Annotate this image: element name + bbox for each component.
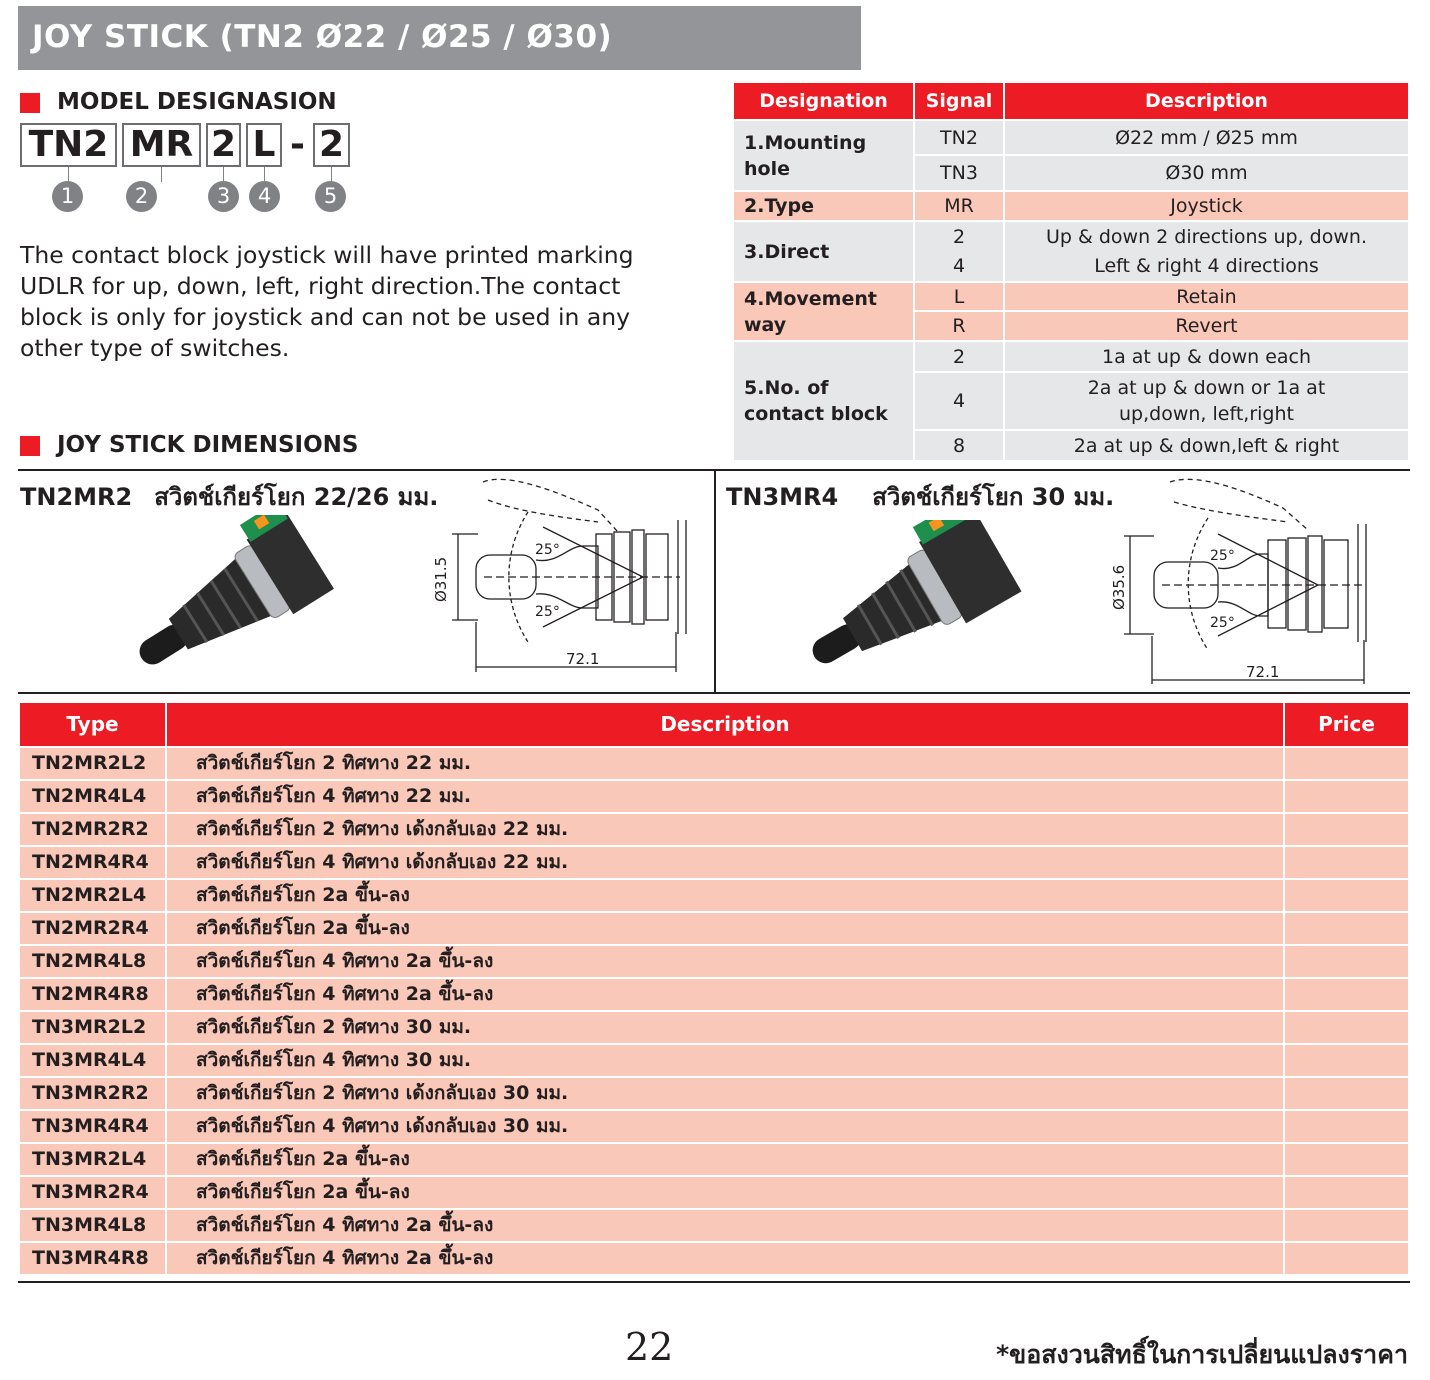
cell-separator (165, 1111, 167, 1142)
description-cell: สวิตช์เกียร์โยก 2a ขึ้น-ลง (196, 884, 410, 906)
table-row (20, 847, 1408, 878)
number-badge: 1 (52, 181, 83, 212)
signal-cell: 4 (915, 251, 1003, 281)
diameter-label: Ø31.5 (432, 556, 450, 602)
type-cell: TN2MR2L4 (32, 884, 147, 906)
desc-cell: Retain (1005, 283, 1408, 310)
signal-cell: 4 (915, 373, 1003, 429)
signal-cell: 8 (915, 431, 1003, 460)
cell-separator (165, 1243, 167, 1274)
cell-separator (1283, 1111, 1285, 1142)
length-label: 72.1 (566, 650, 600, 668)
type-cell: TN2MR4L4 (32, 785, 147, 807)
product-name: สวิตช์เกียร์โยก 22/26 มม. (154, 483, 439, 511)
product-code: TN2MR2 (20, 483, 133, 511)
designation-label: 1.Mounting hole (734, 121, 913, 190)
type-cell: TN2MR2R2 (32, 818, 149, 840)
dimension-drawing-icon (1108, 472, 1398, 686)
connector-line (68, 167, 69, 182)
description-cell: สวิตช์เกียร์โยก 2a ขึ้น-ลง (196, 917, 410, 939)
desc-cell: Revert (1005, 312, 1408, 340)
cell-separator (165, 946, 167, 977)
table-row (20, 1177, 1408, 1208)
joystick-photo-icon (100, 515, 350, 685)
type-cell: TN3MR2R4 (32, 1181, 149, 1203)
description-cell: สวิตช์เกียร์โยก 4 ทิศทาง เด้งกลับเอง 30 มม. (196, 1115, 569, 1137)
cell-separator (165, 1177, 167, 1208)
product-title-tn3mr4 (726, 477, 1114, 516)
signal-cell: L (915, 283, 1003, 310)
cell-separator (165, 1210, 167, 1241)
cell-separator (1283, 1144, 1285, 1175)
table-row (20, 979, 1408, 1010)
cell-separator (165, 979, 167, 1010)
diameter-label: Ø35.6 (1110, 564, 1128, 610)
type-cell: TN3MR4L8 (32, 1214, 147, 1236)
type-cell: TN3MR4R8 (32, 1247, 149, 1269)
description-cell: สวิตช์เกียร์โยก 2 ทิศทาง 22 มม. (196, 752, 472, 774)
product-name: สวิตช์เกียร์โยก 30 มม. (872, 483, 1115, 511)
code-dash: - (290, 124, 305, 165)
desc-cell: 2a at up & down or 1a at up,down, left,right (1005, 373, 1408, 429)
cell-separator (1283, 1177, 1285, 1208)
cell-separator (165, 1045, 167, 1076)
section-heading-text: JOY STICK DIMENSIONS (57, 432, 359, 458)
description-cell: สวิตช์เกียร์โยก 4 ทิศทาง 30 มม. (196, 1049, 472, 1071)
designation-label: 3.Direct (734, 222, 913, 281)
table-row (20, 880, 1408, 911)
cell-separator (1283, 880, 1285, 911)
table-row (20, 1243, 1408, 1274)
cell-separator (165, 880, 167, 911)
table-row (20, 748, 1408, 779)
table-row (20, 781, 1408, 812)
angle-label: 25° (535, 542, 560, 558)
table-row (20, 1111, 1408, 1142)
table-row (20, 1045, 1408, 1076)
description-cell: สวิตช์เกียร์โยก 2 ทิศทาง เด้งกลับเอง 30 มม. (196, 1082, 569, 1104)
table-row (20, 946, 1408, 977)
cell-separator (1283, 1012, 1285, 1043)
table-row (20, 1210, 1408, 1241)
cell-separator (165, 1144, 167, 1175)
desc-cell: Ø22 mm / Ø25 mm (1005, 121, 1408, 154)
code-part-mounting: TN2 (20, 123, 117, 167)
type-cell: TN3MR2L4 (32, 1148, 147, 1170)
desc-cell: Up & down 2 directions up, down. (1005, 222, 1408, 251)
dimension-drawing-icon (418, 472, 708, 676)
designation-label: 5.No. of contact block (734, 342, 913, 460)
description-cell: สวิตช์เกียร์โยก 4 ทิศทาง เด้งกลับเอง 22 มม. (196, 851, 569, 873)
description-cell: สวิตช์เกียร์โยก 2 ทิศทาง 30 มม. (196, 1016, 472, 1038)
table-row (20, 913, 1408, 944)
cell-separator (1283, 1045, 1285, 1076)
signal-cell: TN2 (915, 121, 1003, 154)
cell-separator (165, 814, 167, 845)
product-code: TN3MR4 (726, 483, 839, 511)
cell-separator (1283, 913, 1285, 944)
desc-cell: Left & right 4 directions (1005, 251, 1408, 281)
code-part-direct: 2 (206, 123, 241, 167)
type-cell: TN2MR2L2 (32, 752, 147, 774)
number-badge: 4 (249, 181, 280, 212)
cell-separator (165, 847, 167, 878)
designation-label: 4.Movement way (734, 283, 913, 340)
description-cell: สวิตช์เกียร์โยก 4 ทิศทาง 22 มม. (196, 785, 472, 807)
table-row (20, 1078, 1408, 1109)
cell-separator (1283, 847, 1285, 878)
designation-label: 2.Type (734, 192, 913, 220)
number-badge: 3 (208, 181, 239, 212)
header-description: Description (167, 703, 1283, 746)
signal-cell: 2 (915, 222, 1003, 251)
length-label: 72.1 (1246, 663, 1280, 681)
signal-cell: TN3 (915, 156, 1003, 190)
table-row (20, 1144, 1408, 1175)
number-badge: 2 (126, 181, 157, 212)
type-cell: TN2MR4R4 (32, 851, 149, 873)
cell-separator (165, 1078, 167, 1109)
type-cell: TN3MR2R2 (32, 1082, 149, 1104)
red-square-icon (20, 436, 40, 456)
type-cell: TN3MR2L2 (32, 1016, 147, 1038)
angle-label: 25° (1210, 548, 1235, 564)
type-cell: TN3MR4L4 (32, 1049, 147, 1071)
header-type: Type (20, 703, 165, 746)
type-cell: TN3MR4R4 (32, 1115, 149, 1137)
header-description: Description (1005, 83, 1408, 119)
angle-label: 25° (535, 604, 560, 620)
code-part-contact: 2 (313, 123, 350, 167)
code-part-movement: L (246, 123, 282, 167)
description-cell: สวิตช์เกียร์โยก 2a ขึ้น-ลง (196, 1148, 410, 1170)
type-cell: TN2MR4L8 (32, 950, 147, 972)
page-number: 22 (625, 1325, 674, 1369)
cell-separator (1283, 979, 1285, 1010)
angle-label: 25° (1210, 615, 1235, 631)
connector-line (161, 167, 162, 182)
connector-line (331, 167, 332, 182)
divider (714, 469, 716, 693)
cell-separator (1283, 1210, 1285, 1241)
cell-separator (1283, 781, 1285, 812)
cell-separator (1283, 946, 1285, 977)
description-cell: สวิตช์เกียร์โยก 2a ขึ้น-ลง (196, 1181, 410, 1203)
signal-cell: 2 (915, 342, 1003, 371)
cell-separator (165, 913, 167, 944)
description-cell: สวิตช์เกียร์โยก 2 ทิศทาง เด้งกลับเอง 22 มม. (196, 818, 569, 840)
description-cell: สวิตช์เกียร์โยก 4 ทิศทาง 2a ขึ้น-ลง (196, 1214, 494, 1236)
table-row (20, 1012, 1408, 1043)
cell-separator (165, 748, 167, 779)
description-cell: สวิตช์เกียร์โยก 4 ทิศทาง 2a ขึ้น-ลง (196, 983, 494, 1005)
joystick-photo-icon (770, 520, 1040, 685)
header-signal: Signal (915, 83, 1003, 119)
signal-cell: MR (915, 192, 1003, 220)
desc-cell: 2a at up & down,left & right (1005, 431, 1408, 460)
code-part-type: MR (122, 123, 201, 167)
header-price: Price (1285, 703, 1408, 746)
section-heading-text: MODEL DESIGNASION (57, 89, 337, 115)
desc-cell: Joystick (1005, 192, 1408, 220)
desc-cell: Ø30 mm (1005, 156, 1408, 190)
cell-separator (1283, 814, 1285, 845)
cell-separator (1283, 1243, 1285, 1274)
page-title: JOY STICK (TN2 Ø22 / Ø25 / Ø30) (32, 19, 613, 55)
title-bar (18, 6, 861, 70)
product-title-tn2mr2 (20, 477, 438, 516)
cell-separator (165, 781, 167, 812)
type-cell: TN2MR4R8 (32, 983, 149, 1005)
cell-separator (1283, 748, 1285, 779)
desc-cell: 1a at up & down each (1005, 342, 1408, 371)
price-change-note: *ขอสงวนสิทธิ์ในการเปลี่ยนแปลงราคา (996, 1340, 1408, 1369)
cell-separator (1283, 1078, 1285, 1109)
signal-cell: R (915, 312, 1003, 340)
description-paragraph: The contact block joystick will have printed marking UDLR for up, down, left, right direction.The contact block is only for joystick and can not be used in any other type of switches. (20, 241, 634, 362)
table-row (20, 814, 1408, 845)
number-badge: 5 (315, 181, 346, 212)
header-designation: Designation (734, 83, 913, 119)
red-square-icon (20, 93, 40, 113)
cell-separator (165, 1012, 167, 1043)
type-cell: TN2MR2R4 (32, 917, 149, 939)
connector-line (264, 167, 265, 182)
description-cell: สวิตช์เกียร์โยก 4 ทิศทาง 2a ขึ้น-ลง (196, 1247, 494, 1269)
divider (18, 1281, 1410, 1283)
description-cell: สวิตช์เกียร์โยก 4 ทิศทาง 2a ขึ้น-ลง (196, 950, 494, 972)
connector-line (223, 167, 224, 182)
